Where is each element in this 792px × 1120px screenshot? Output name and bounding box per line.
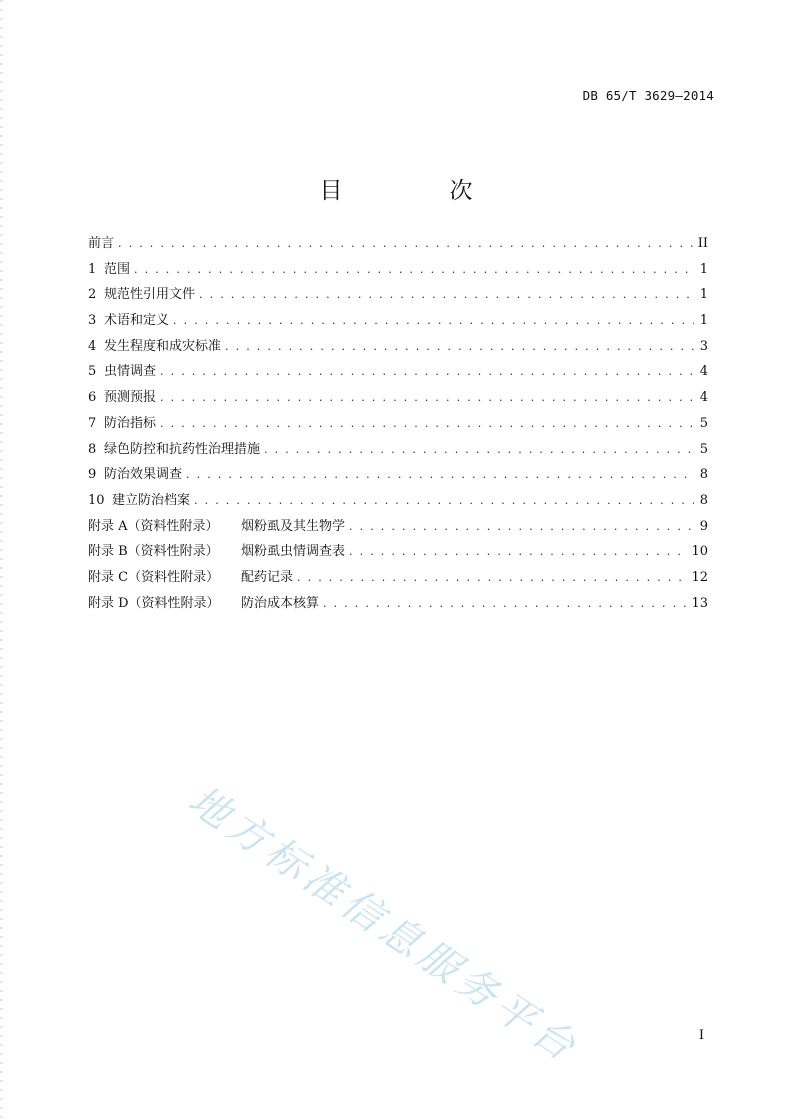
toc-label: 范围 <box>104 261 131 277</box>
toc-entry-2[interactable] <box>88 283 708 309</box>
toc-entry-4[interactable] <box>88 335 708 361</box>
toc-page-number: 4 <box>699 390 708 406</box>
page-number: I <box>698 1028 704 1043</box>
toc-label: 防治效果调查 <box>104 467 183 483</box>
toc-page-number: 8 <box>699 492 708 508</box>
document-code: DB 65/T 3629—2014 <box>582 88 714 103</box>
toc-entry-9[interactable] <box>88 463 708 489</box>
toc-leader-dots <box>173 314 694 327</box>
toc-label: 烟粉虱及其生物学 <box>241 518 346 534</box>
appendix-prefix: 附录 B（资料性附录） <box>88 544 219 560</box>
toc-label: 虫情调查 <box>104 364 157 380</box>
toc-leader-dots <box>349 520 694 533</box>
toc-leader-dots <box>160 391 694 404</box>
toc-leader-dots <box>186 468 694 481</box>
toc-entry-appendix-a[interactable] <box>88 515 708 541</box>
toc-page-number: 5 <box>699 441 708 457</box>
toc-leader-dots <box>160 365 694 378</box>
toc-number: 1 <box>88 261 97 277</box>
toc-number: 3 <box>88 313 97 329</box>
toc-label: 预测预报 <box>104 390 157 406</box>
toc-leader-dots <box>225 340 694 353</box>
toc-leader-dots <box>264 443 694 456</box>
appendix-prefix: 附录 A（资料性附录） <box>88 518 219 534</box>
toc-leader-dots <box>323 597 687 610</box>
scan-edge-marks <box>0 0 3 1120</box>
toc-leader-dots <box>297 571 687 584</box>
toc-page-number: 1 <box>699 313 708 329</box>
toc-label: 前言 <box>88 236 115 251</box>
toc-entry-1[interactable] <box>88 258 708 284</box>
page-title: 目 次 <box>319 178 515 204</box>
toc-leader-dots <box>160 417 694 430</box>
toc-label: 术语和定义 <box>104 313 170 329</box>
toc-entry-10[interactable] <box>88 489 708 515</box>
toc-number: 8 <box>88 441 97 457</box>
toc-page-number: 4 <box>699 364 708 380</box>
toc-entry-appendix-c[interactable] <box>88 566 708 592</box>
table-of-contents <box>88 232 708 617</box>
toc-entry-3[interactable] <box>88 309 708 335</box>
appendix-prefix: 附录 C（资料性附录） <box>88 569 220 585</box>
toc-entry-appendix-d[interactable] <box>88 592 708 618</box>
toc-leader-dots <box>349 545 687 558</box>
toc-label: 烟粉虱虫情调查表 <box>241 544 346 560</box>
toc-entry-6[interactable] <box>88 386 708 412</box>
toc-label: 防治指标 <box>104 415 157 431</box>
toc-label: 建立防治档案 <box>112 492 191 508</box>
toc-leader-dots <box>194 494 694 507</box>
watermark: 地方标准信息服务平台 <box>180 777 588 1073</box>
appendix-prefix: 附录 D（资料性附录） <box>88 595 220 611</box>
toc-entry-appendix-b[interactable] <box>88 540 708 566</box>
toc-entry-foreword[interactable] <box>88 232 708 258</box>
toc-entry-7[interactable] <box>88 412 708 438</box>
toc-entry-8[interactable] <box>88 438 708 464</box>
toc-page-number: 8 <box>699 467 708 483</box>
toc-number: 7 <box>88 415 97 431</box>
toc-label: 发生程度和成灾标准 <box>104 338 222 354</box>
toc-number: 10 <box>88 492 105 508</box>
toc-page-number: 5 <box>699 415 708 431</box>
toc-number: 2 <box>88 287 97 303</box>
toc-number: 6 <box>88 390 97 406</box>
toc-page-number: 12 <box>691 569 708 585</box>
toc-number: 9 <box>88 467 97 483</box>
toc-page-number: II <box>697 236 708 251</box>
toc-page-number: 10 <box>691 544 708 560</box>
toc-leader-dots <box>134 263 694 276</box>
toc-page-number: 13 <box>691 595 708 611</box>
toc-label: 规范性引用文件 <box>104 287 196 303</box>
toc-page-number: 1 <box>699 261 708 277</box>
toc-label: 绿色防控和抗药性治理措施 <box>104 441 261 457</box>
toc-number: 5 <box>88 364 97 380</box>
toc-label: 配药记录 <box>241 569 294 585</box>
toc-leader-dots <box>199 288 694 301</box>
toc-number: 4 <box>88 338 97 354</box>
toc-page-number: 3 <box>699 338 708 354</box>
toc-label: 防治成本核算 <box>241 595 320 611</box>
toc-page-number: 1 <box>699 287 708 303</box>
toc-leader-dots <box>118 237 694 250</box>
toc-page-number: 9 <box>699 518 708 534</box>
toc-entry-5[interactable] <box>88 360 708 386</box>
